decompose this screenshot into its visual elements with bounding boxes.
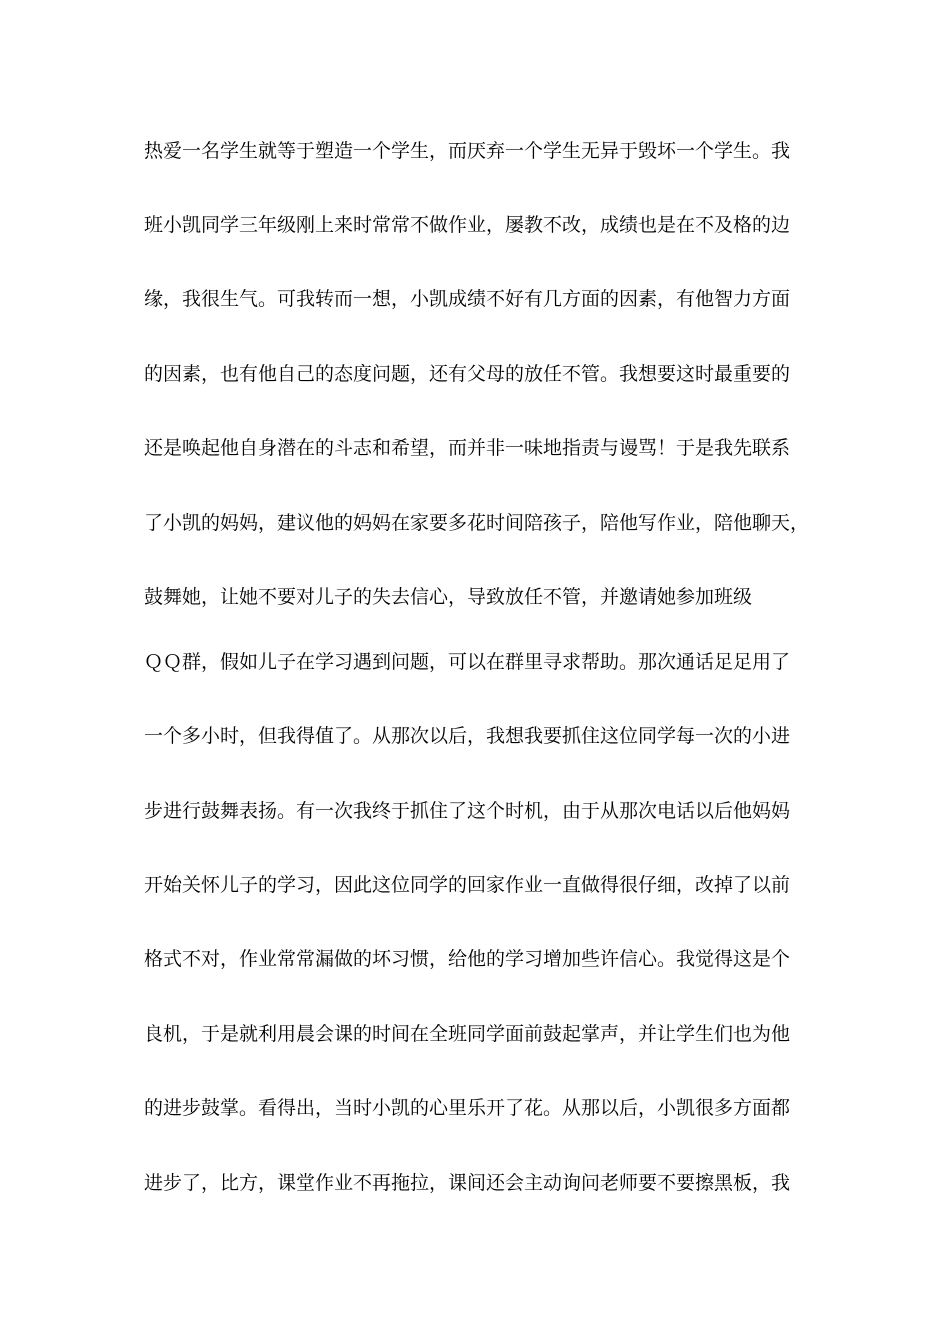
text-line: ＱＱ群，假如儿子在学习遇到问题，可以在群里寻求帮助。那次通话足足用了 [144,651,791,673]
text-line: 步进行鼓舞表扬。有一次我终于抓住了这个时机，由于从那次电话以后他妈妈 [144,800,791,822]
text-line: 良机，于是就利用晨会课的时间在全班同学面前鼓起掌声，并让学生们也为他 [144,1023,791,1045]
text-line: 的因素，也有他自己的态度问题，还有父母的放任不管。我想要这时最重要的 [144,363,791,385]
text-line: 热爱一名学生就等于塑造一个学生，而厌弃一个学生无异于毁坏一个学生。我 [144,140,791,162]
text-line: 一个多小时，但我得值了。从那次以后，我想我要抓住这位同学每一次的小进 [144,725,791,747]
text-line: 进步了，比方，课堂作业不再拖拉，课间还会主动询问老师要不要擦黑板，我 [144,1172,791,1194]
text-line: 格式不对，作业常常漏做的坏习惯，给他的学习增加些许信心。我觉得这是个 [144,948,791,970]
text-line: 了小凯的妈妈，建议他的妈妈在家要多花时间陪孩子，陪他写作业，陪他聊天， [144,512,810,534]
text-line: 还是唤起他自身潜在的斗志和希望，而并非一味地指责与谩骂！于是我先联系 [144,437,791,459]
text-line: 缘，我很生气。可我转而一想，小凯成绩不好有几方面的因素，有他智力方面 [144,288,791,310]
text-line: 开始关怀儿子的学习，因此这位同学的回家作业一直做得很仔细，改掉了以前 [144,874,791,896]
text-line: 鼓舞她，让她不要对儿子的失去信心，导致放任不管，并邀请她参加班级 [144,586,753,608]
text-line: 班小凯同学三年级刚上来时常常不做作业，屡教不改，成绩也是在不及格的边 [144,214,791,236]
text-line: 的进步鼓掌。看得出，当时小凯的心里乐开了花。从那以后，小凯很多方面都 [144,1097,791,1119]
